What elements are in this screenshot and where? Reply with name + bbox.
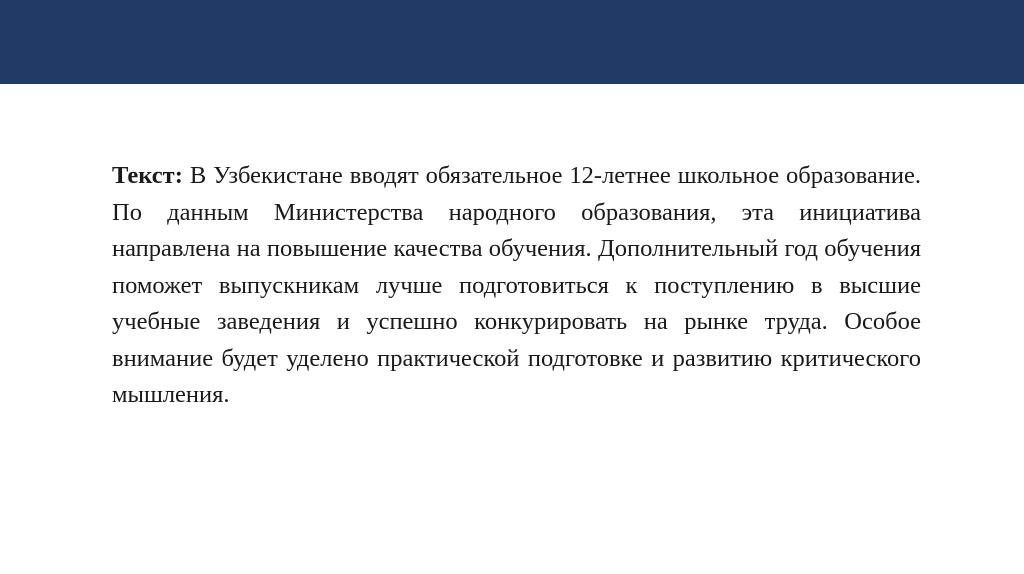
body-paragraph (112, 158, 921, 414)
header-bar (0, 0, 1024, 84)
text-label: Текст: (112, 162, 183, 189)
paragraph-text: В Узбекистане вводят обязательное 12-летнее школьное образование. По данным Министерства народного образования, эта инициатива направлена на повышение качества обучения. Дополнительный год обучения поможет выпускникам лучше подготовиться к поступлению в высшие учебные заведения и успешно конкурировать на рынке труда. Особое внимание будет уделено практической подготовке и развитию критического мышления. (112, 162, 922, 408)
